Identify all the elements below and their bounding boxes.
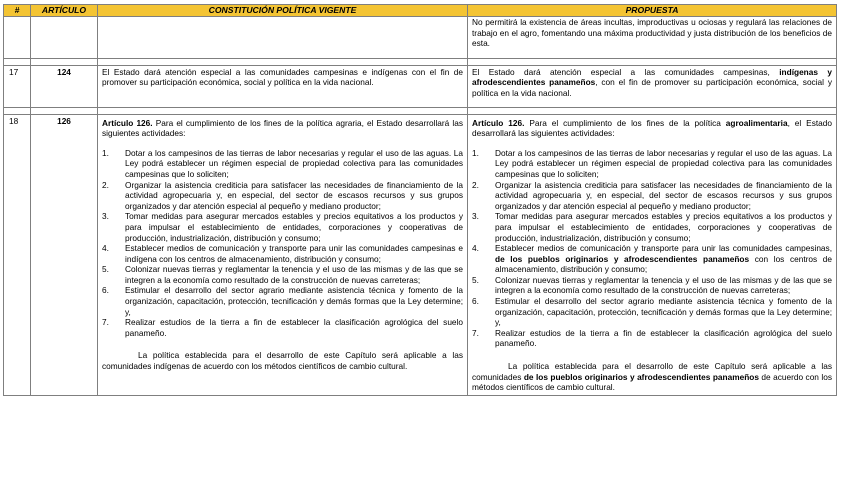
list-item-text: Colonizar nuevas tierras y reglamentar la tenencia y el uso de las mismas y de las que se integren a la economía como resultado de la construcción de nuevas carreteras; bbox=[125, 264, 463, 285]
list-item bbox=[472, 296, 832, 328]
list-item-text: Estimular el desarrollo del sector agrario mediante asistencia técnica y fomento de la organización, capacitación, protección, tecnificación y demás formas que la Ley determine; y, bbox=[495, 296, 832, 328]
row-number: 17 bbox=[4, 65, 31, 107]
list-item-number: 1. bbox=[472, 147, 479, 158]
constitution-cell: El Estado dará atención especial a las comunidades campesinas e indígenas con el fin de promover su participación económica, social y política en la vida nacional. bbox=[98, 65, 468, 107]
list-item-number: 5. bbox=[102, 264, 109, 275]
closing-paragraph: La política establecida para el desarrollo de este Capítulo será aplicable a las comunidades indígenas de acuerdo con los métodos científicos de cambio cultural. bbox=[102, 350, 463, 372]
activities-list bbox=[102, 148, 463, 339]
list-item bbox=[102, 264, 463, 285]
list-item-number: 2. bbox=[102, 179, 109, 190]
table-header-row bbox=[4, 5, 837, 17]
list-item-number: 7. bbox=[472, 327, 479, 338]
article-number: 124 bbox=[31, 65, 98, 107]
list-item-text: Estimular el desarrollo del sector agrario mediante asistencia técnica y fomento de la organización, capacitación, protección, tecnificación y demás formas que la Ley determine; y, bbox=[125, 285, 463, 317]
row-number: 18 bbox=[4, 114, 31, 395]
list-item bbox=[472, 211, 832, 243]
comparison-table bbox=[3, 4, 837, 396]
constitution-cell bbox=[98, 114, 468, 395]
list-item-number: 2. bbox=[472, 179, 479, 190]
table-row bbox=[4, 17, 837, 59]
proposal-cell: El Estado dará atención especial a las comunidades campesinas, indígenas y afrodescendientes panameños, con el fin de promover su participación económica, social y política en la vida nacional. bbox=[468, 65, 837, 107]
row-spacer bbox=[4, 107, 837, 114]
list-item-text: Realizar estudios de la tierra a fin de establecer la clasificación agrológica del suelo panameño. bbox=[495, 327, 832, 349]
activities-list bbox=[472, 148, 832, 349]
list-item bbox=[472, 148, 832, 180]
list-item bbox=[102, 148, 463, 180]
list-item bbox=[472, 275, 832, 296]
table-row bbox=[4, 65, 837, 107]
list-item-text: Realizar estudios de la tierra a fin de establecer la clasificación agrológica del suelo panameño. bbox=[125, 317, 463, 338]
header-proposal: PROPUESTA bbox=[468, 5, 837, 17]
list-item-number: 3. bbox=[102, 211, 109, 222]
list-item-number: 3. bbox=[472, 211, 479, 222]
article-number: 126 bbox=[31, 114, 98, 395]
list-item-text: Organizar la asistencia crediticia para satisfacer las necesidades de financiamiento de la actividad agropecuaria y, en especial, del sector de escasos recursos y sus grupos organizados y dar atención especial al pequeño y mediano productor; bbox=[495, 179, 832, 211]
list-item-number: 7. bbox=[102, 317, 109, 328]
header-constitution: CONSTITUCIÓN POLÍTICA VIGENTE bbox=[98, 5, 468, 17]
list-item-text: Organizar la asistencia crediticia para satisfacer las necesidades de financiamiento de la actividad agropecuaria y, en especial, del sector de escasos recursos y sus grupos organizados y dar atención especial al pequeño y mediano productor; bbox=[125, 179, 463, 211]
list-item-text: Tomar medidas para asegurar mercados estables y precios equitativos a los productos y para impulsar el establecimiento de entidades, corporaciones y cooperativas de producción, industrialización, distribución y consumo; bbox=[495, 211, 832, 243]
list-item-number: 6. bbox=[102, 285, 109, 296]
list-item bbox=[102, 211, 463, 243]
list-item bbox=[102, 317, 463, 338]
row-spacer bbox=[4, 58, 837, 65]
list-item bbox=[102, 243, 463, 264]
list-item-text: Dotar a los campesinos de las tierras de labor necesarias y regular el uso de las aguas. La Ley podrá establecer un régimen especial de propiedad colectiva para las comunidades campesinas que lo soliciten; bbox=[125, 147, 463, 179]
header-number: # bbox=[4, 5, 31, 17]
list-item-number: 4. bbox=[102, 243, 109, 254]
closing-paragraph: La política establecida para el desarrollo de este Capítulo será aplicable a las comunidades de los pueblos originarios y afrodescendientes panameños de acuerdo con los métodos científicos de cambio cultural. bbox=[472, 361, 832, 393]
proposal-cell bbox=[468, 114, 837, 395]
list-item-number: 6. bbox=[472, 296, 479, 307]
list-item-text: Colonizar nuevas tierras y reglamentar la tenencia y el uso de las mismas y de las que se integren a la economía como resultado de la construcción de nuevas carreteras; bbox=[495, 274, 832, 296]
article-intro: Artículo 126. Para el cumplimiento de los fines de la política agroalimentaria, el Estado desarrollará las siguientes actividades: bbox=[472, 117, 832, 139]
list-item-number: 5. bbox=[472, 274, 479, 285]
header-article: ARTÍCULO bbox=[31, 5, 98, 17]
list-item-text: Dotar a los campesinos de las tierras de labor necesarias y regular el uso de las aguas. La Ley podrá establecer un régimen especial de propiedad colectiva para las comunidades campesinas que lo soliciten; bbox=[495, 147, 832, 179]
list-item bbox=[472, 328, 832, 349]
list-item bbox=[472, 180, 832, 212]
list-item bbox=[102, 285, 463, 317]
list-item-text: Tomar medidas para asegurar mercados estables y precios equitativos a los productos y para impulsar el establecimiento de entidades, corporaciones y cooperativas de producción, industrialización, distribución y consumo; bbox=[125, 211, 463, 243]
list-item-number: 4. bbox=[472, 243, 479, 254]
list-item bbox=[472, 243, 832, 275]
list-item-number: 1. bbox=[102, 147, 109, 158]
list-item-text: Establecer medios de comunicación y transporte para unir las comunidades campesinas, de los pueblos originarios y afrodescendientes panameños con los centros de almacenamiento, distribución y consumo; bbox=[495, 243, 833, 275]
table-row bbox=[4, 114, 837, 395]
article-intro: Artículo 126. Para el cumplimiento de los fines de la política agraria, el Estado desarrollará las siguientes actividades: bbox=[102, 117, 463, 139]
list-item bbox=[102, 180, 463, 212]
list-item-text: Establecer medios de comunicación y transporte para unir las comunidades campesinas e indígena con los centros de almacenamiento, distribución y consumo; bbox=[125, 243, 463, 264]
proposal-cell: No permitirá la existencia de áreas incultas, improductivas u ociosas y regulará las relaciones de trabajo en el agro, fomentando una máxima productividad y justa distribución de los beneficios de esta. bbox=[468, 17, 837, 59]
